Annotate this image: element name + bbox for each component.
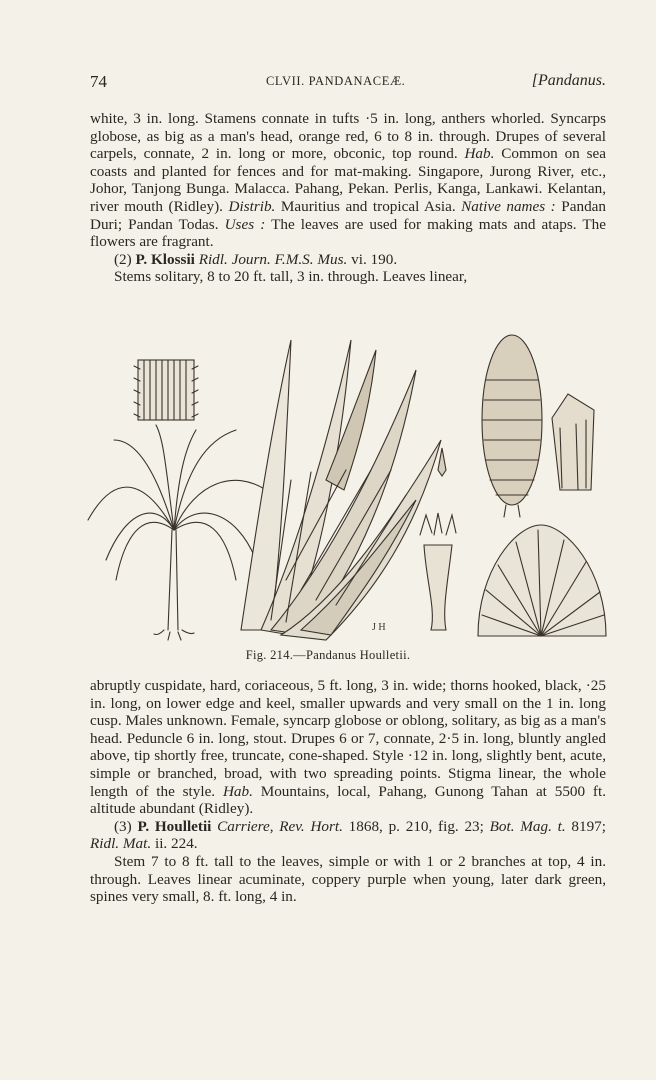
leaf-section-sketch: [134, 360, 198, 420]
running-title: CLVII. PANDANACEÆ.: [266, 74, 406, 88]
text-block-bottom: [90, 677, 606, 906]
text-block-top: [90, 110, 606, 286]
fruit-syncarp-sketch: [482, 335, 542, 517]
species-heading-houlletii: (3) P. Houlletii Carriere, Rev. Hort. 1868, p. 210, fig. 23; Bot. Mag. t. 8197; Ridl. Mat. ii. 224.: [90, 817, 606, 853]
paragraph-houlletii-description: Stem 7 to 8 ft. tall to the leaves, simple or with 1 or 2 branches at top, 4 in. through. Leaves linear acuminate, coppery purple when young, later dark green, spines very small, 8. ft. long, 4 in.: [90, 852, 606, 906]
paragraph-klossii-description: abruptly cuspidate, hard, coriaceous, 5 ft. long, 3 in. wide; thorns hooked, black, ·25 in. long, on lower edge and keel, smaller upwards and very small on the 1 in. long cusp. Males unknown. Female, syncarp globose or oblong, solitary, as big as a man's head. Peduncle 6 in. long, stout. Drupes 6 or 7, connate, 2·5 in. long, bluntly angled above, tip shortly free, truncate, cone-shaped. Style ·12 in. long, slightly bent, acute, simple or branched, broad, with two spreading points. Stigma linear, the whole length of the style. Hab. Mountains, local, Pahang, Gunong Tahan at 5500 ft. altitude abundant (Ridley).: [90, 677, 606, 818]
species-heading-klossii: (2) P. Klossii Ridl. Journ. F.M.S. Mus. vi. 190.: [114, 250, 398, 268]
syncarp-section-sketch: [478, 525, 606, 636]
page-number: 74: [90, 72, 107, 91]
genus-heading: [Pandanus.: [531, 72, 606, 89]
drupe-sketch: [552, 394, 594, 490]
plant-habit-sketch: [88, 425, 266, 640]
figure-caption: Fig. 214.—Pandanus Houlletii.: [245, 648, 411, 662]
paragraph-description: white, 3 in. long. Stamens connate in tufts ·5 in. long, anthers whorled. Syncarps globose, as big as a man's head, orange red, 6 to 8 in. through. Drupes of several carpels, connate, 2 in. long or more, obconic, top round. Hab. Common on sea coasts and planted for fences and for mat-making. Singapore, Jurong River, etc., Johor, Tanjong Bunga. Malacca. Pahang, Pekan. Perlis, Kanga, Lankawi. Kelantan, river mouth (Ridley). Distrib. Mauritius and tropical Asia. Native names : Pandan Duri; Pandan Todas. Uses : The leaves are used for making mats and ataps. The flowers are fragrant.: [90, 110, 606, 251]
figure-pandanus-houlletii: [86, 330, 610, 642]
paragraph-klossii-start: Stems solitary, 8 to 20 ft. tall, 3 in. through. Leaves linear,: [114, 268, 468, 286]
page-header: [90, 72, 606, 94]
figure-initials: J H: [372, 622, 386, 633]
leaves-sketch: [241, 340, 441, 640]
